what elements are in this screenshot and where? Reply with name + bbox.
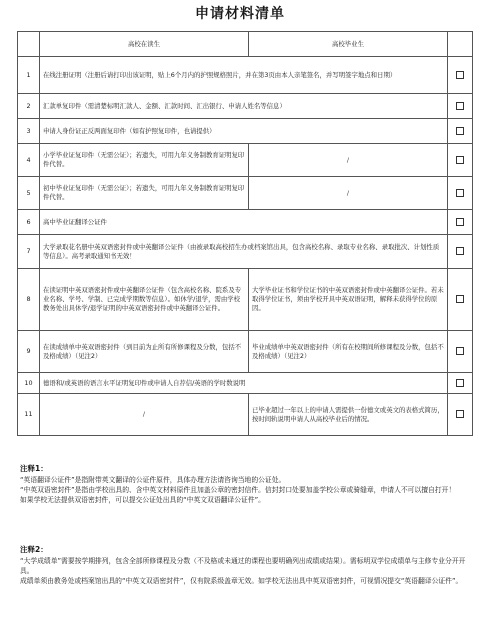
table-row — [18, 94, 473, 119]
row-text: 大学录取花名册中英双语密封件或中英翻译公证件（由被录取高校招生办或档案馆出具，包含高校名称、录取专业名称、录取批次、计划性质等信息）。高考录取通知书无效！ — [40, 235, 448, 269]
row-checkbox[interactable] — [448, 177, 473, 210]
row-number: 8 — [18, 269, 40, 331]
row-checkbox[interactable] — [448, 373, 473, 394]
note-2-line: 成绩单须由教务处或档案馆出具的“中英文双语密封件”，仅有院系级盖章无效。如学校无法出具中英双语密封件，可视情况提交“英语翻译公证件”。 — [20, 577, 463, 585]
checkbox-icon — [456, 71, 464, 79]
table-row — [18, 235, 473, 269]
row-current-text: 在读成绩单中英双语密封件（到目前为止所有所修课程及分数，包括不及格成绩）（见注2） — [40, 331, 249, 373]
row-text: 汇款单复印件（需清楚标明汇款人、金额、汇款时间、汇出银行、申请人姓名等信息） — [40, 94, 448, 119]
row-checkbox[interactable] — [448, 57, 473, 94]
row-number: 5 — [18, 177, 40, 210]
row-graduate-text: 毕业成绩单中英双语密封件（所有在校期间所修课程及分数，包括不及格成绩）（见注2） — [249, 331, 448, 373]
header-number-cell — [18, 32, 40, 57]
table-row — [18, 373, 473, 394]
row-current-text: 初中毕业证复印件（无需公证）；若遗失，可用九年义务制教育证明复印件代替。 — [40, 177, 249, 210]
note-2-title: 注释2： — [20, 545, 48, 554]
row-current-text: / — [40, 394, 249, 436]
header-graduate: 高校毕业生 — [249, 32, 448, 57]
row-current-text: 小学毕业证复印件（无需公证）；若遗失，可用九年义务制教育证明复印件代替。 — [40, 144, 249, 177]
row-number: 2 — [18, 94, 40, 119]
row-checkbox[interactable] — [448, 331, 473, 373]
checkbox-icon — [456, 247, 464, 255]
checkbox-icon — [456, 189, 464, 197]
row-text: 高中毕业证翻译公证件 — [40, 210, 448, 235]
note-1-line: “英语翻译公证件”是指附带英文翻译的公证件原件，具体办理方法请咨询当地的公证处。 — [20, 476, 286, 484]
row-number: 7 — [18, 235, 40, 269]
row-number: 1 — [18, 57, 40, 94]
table-row — [18, 144, 473, 177]
note-1 — [20, 464, 472, 505]
row-checkbox[interactable] — [448, 210, 473, 235]
note-2 — [20, 545, 472, 586]
row-graduate-text: / — [249, 177, 448, 210]
row-graduate-text: / — [249, 144, 448, 177]
table-header-row — [18, 32, 473, 57]
row-number: 3 — [18, 119, 40, 144]
row-checkbox[interactable] — [448, 394, 473, 436]
table-row — [18, 119, 473, 144]
table-row — [18, 269, 473, 331]
row-number: 4 — [18, 144, 40, 177]
table-row — [18, 57, 473, 94]
row-number: 10 — [18, 373, 40, 394]
row-checkbox[interactable] — [448, 235, 473, 269]
row-text: 在线注册证明（注册后请打印出该证明，贴上6个月内的护照规格照片，并在第3页由本人亲笔签名，并写明签字地点和日期） — [40, 57, 448, 94]
table-row — [18, 331, 473, 373]
checkbox-icon — [456, 410, 464, 418]
row-text: 德语和/或英语的语言水平证明复印件或申请人自荐信/英语的学时数说明 — [40, 373, 448, 394]
header-check-cell — [448, 32, 473, 57]
table-row — [18, 210, 473, 235]
checkbox-icon — [456, 347, 464, 355]
page-title: 申请材料清单 — [195, 6, 285, 22]
row-checkbox[interactable] — [448, 269, 473, 331]
row-graduate-text: 已毕业超过一年以上的申请人需提供一份德文或英文的表格式简历，按时间轨说明申请人从高校毕业后的情况。 — [249, 394, 448, 436]
checkbox-icon — [456, 127, 464, 135]
note-1-line: “中英双语密封件”是指由学校出具的、含中英文材料原件且加盖公章的密封信件。信封封口处要加盖学校公章或骑缝章，申请人不可以擅自打开！ — [20, 486, 456, 494]
note-2-line: “大学成绩单”需要按学期排列，包含全部所修课程及分数（不及格或未通过的课程也要明确列出成绩或结果）。需标明双学位成绩单与主修专业分开开具。 — [20, 557, 466, 575]
table-row — [18, 177, 473, 210]
checkbox-icon — [456, 102, 464, 110]
checkbox-icon — [456, 218, 464, 226]
row-checkbox[interactable] — [448, 119, 473, 144]
row-checkbox[interactable] — [448, 94, 473, 119]
header-current-student: 高校在读生 — [40, 32, 249, 57]
row-checkbox[interactable] — [448, 144, 473, 177]
checkbox-icon — [456, 295, 464, 303]
checkbox-icon — [456, 379, 464, 387]
materials-table — [17, 31, 473, 436]
row-text: 申请人身份证正反两面复印件（如有护照复印件，也请提供） — [40, 119, 448, 144]
row-graduate-text: 大学毕业证书和学位证书的中英双语密封件或中英翻译公证件。若未取得学位证书，须由学校开具中英双语证明，解释未获得学位的原因。 — [249, 269, 448, 331]
note-1-line: 如果学校无法提供双语密封件，可以提交公证处出具的“中英文双语翻译公证件”。 — [20, 496, 265, 504]
note-1-title: 注释1： — [20, 464, 48, 473]
checkbox-icon — [456, 156, 464, 164]
row-number: 6 — [18, 210, 40, 235]
row-number: 11 — [18, 394, 40, 436]
table-row — [18, 394, 473, 436]
row-number: 9 — [18, 331, 40, 373]
row-current-text: 在读证明中英双语密封件或中英翻译公证件（包含高校名称、院系及专业名称、学号、学制、已完成学期数等信息）。如休学/退学，需由学校教务处出具休学/退学证明的中英双语密封件或中英翻译公证件。 — [40, 269, 249, 331]
